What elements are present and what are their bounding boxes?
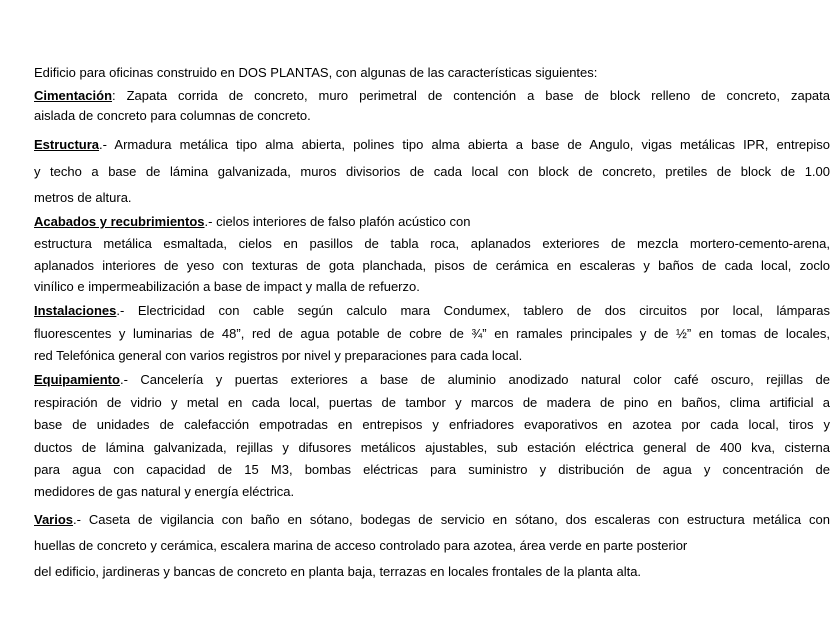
instalaciones-heading: Instalaciones xyxy=(34,303,117,318)
acabados-line-3: aplanados interiores de yeso con texturas de gota planchada, pisos de cerámica en escaleras y baños de cada local, zoclo xyxy=(34,258,830,273)
varios-line-3: del edificio, jardineras y bancas de concreto en planta baja, terrazas en locales frontales de la planta alta. xyxy=(34,564,642,579)
acabados-heading: Acabados y recubrimientos xyxy=(34,214,205,229)
varios-text-1: Caseta de vigilancia con baño en sótano, bodegas de servicio en sótano, dos escaleras con estructura metálica con xyxy=(80,512,830,527)
acabados-text-1: cielos interiores de falso plafón acústico con xyxy=(212,214,471,229)
instalaciones-text-1: Electricidad con cable según calculo mara Condumex, tablero de dos circuitos por local, lámparas xyxy=(124,303,830,318)
equipamiento-sep: .- xyxy=(119,372,128,387)
acabados-line-4: vinílico e impermeabilización a base de impact y malla de refuerzo. xyxy=(34,279,420,294)
acabados-sep: .- xyxy=(204,214,213,229)
cimentacion-heading: Cimentación xyxy=(34,88,113,103)
acabados-line-2: estructura metálica esmaltada, cielos en pasillos de tabla roca, aplanados exteriores de mezcla mortero-cemento-arena, xyxy=(34,236,830,251)
estructura-sep: .- xyxy=(99,137,107,152)
equipamiento-line-6: medidores de gas natural y energía eléctrica. xyxy=(34,484,295,499)
intro-text: Edificio para oficinas construido en DOS PLANTAS, con algunas de las características siguientes: xyxy=(34,65,598,80)
equipamiento-line-2: respiración de vidrio y metal en cada local, puertas de tambor y marcos de madera de pino en baños, clima artificial a xyxy=(34,395,830,410)
estructura-line-3: metros de altura. xyxy=(34,190,132,205)
instalaciones-sep: .- xyxy=(116,303,125,318)
instalaciones-line-1 xyxy=(34,302,830,319)
varios-heading: Varios xyxy=(34,512,74,527)
instalaciones-line-3: red Telefónica general con varios registros por nivel y preparaciones para cada local. xyxy=(34,348,523,363)
cimentacion-sep: : xyxy=(112,88,116,103)
cimentacion-line-1 xyxy=(34,87,830,104)
equipamiento-text-1: Cancelería y puertas exteriores a base de aluminio anodizado natural color café oscuro, rejillas de xyxy=(127,372,830,387)
equipamiento-heading: Equipamiento xyxy=(34,372,120,387)
equipamiento-line-4: ductos de lámina galvanizada, rejillas y difusores metálicos ajustables, sub estación eléctrica general de 400 kva, cisterna xyxy=(34,440,830,455)
instalaciones-line-2: fluorescentes y luminarias de 48”, red de agua potable de cobre de ¾” en ramales principales y de ½” en tomas de locales, xyxy=(34,326,830,341)
varios-line-2: huellas de concreto y cerámica, escalera marina de acceso controlado para azotea, área verde en parte posterior xyxy=(34,538,688,553)
equipamiento-line-3: base de unidades de calefacción empotradas en entrepisos y enfriadores evaporativos en azotea por cada local, tiros y xyxy=(34,417,830,432)
estructura-text-1: Armadura metálica tipo alma abierta, polines tipo alma abierta a base de Angulo, vigas metálicas IPR, entrepiso xyxy=(106,137,830,152)
varios-line-1 xyxy=(34,511,830,528)
estructura-line-1 xyxy=(34,136,830,153)
equipamiento-line-5: para agua con capacidad de 15 M3, bombas eléctricas para suministro y distribución de agua y concentración de xyxy=(34,462,830,477)
estructura-heading: Estructura xyxy=(34,137,100,152)
acabados-line-1 xyxy=(34,213,830,230)
cimentacion-line-2: aislada de concreto para columnas de concreto. xyxy=(34,108,311,123)
estructura-line-2: y techo a base de lámina galvanizada, muros divisorios de cada local con block de concreto, pretiles de block de 1.00 xyxy=(34,164,830,179)
equipamiento-line-1 xyxy=(34,371,830,388)
varios-sep: .- xyxy=(73,512,81,527)
cimentacion-text-1: Zapata corrida de concreto, muro perimetral de contención a base de block relleno de concreto, zapata xyxy=(115,88,830,103)
